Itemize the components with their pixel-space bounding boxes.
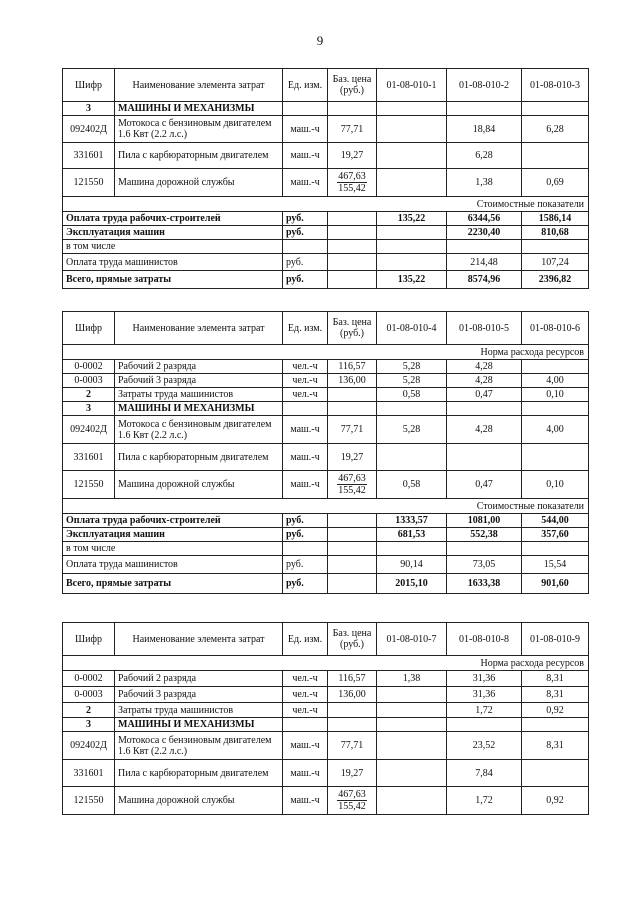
summary-name: Оплата труда машинистов [63,254,283,271]
row-value [377,444,447,471]
row-code: 0-0002 [63,671,115,687]
row-code: 331601 [63,444,115,471]
row-price [328,169,377,197]
header-unit: Ед. изм. [283,312,328,345]
row-code: 121550 [63,787,115,815]
table-row [63,143,589,169]
row-unit: чел.-ч [283,671,328,687]
row-value: 0,92 [522,787,589,815]
row-value: 31,36 [447,687,522,703]
row-unit: маш.-ч [283,760,328,787]
summary-unit: руб. [283,574,328,594]
row-value: 0,69 [522,169,589,197]
row-price: 19,27 [328,444,377,471]
row-value [522,444,589,471]
row-unit: маш.-ч [283,732,328,760]
row-value: 1,38 [447,169,522,197]
summary-row [63,556,589,574]
table-row [63,360,589,374]
row-value: 4,00 [522,374,589,388]
row-price: 19,27 [328,760,377,787]
table-row [63,732,589,760]
summary-row [63,271,589,289]
row-price: 116,57 [328,671,377,687]
row-value: 18,84 [447,116,522,143]
summary-row [63,254,589,271]
summary-row [63,514,589,528]
header-name: Наименование элемента затрат [115,623,283,656]
row-value: 5,28 [377,374,447,388]
row-unit: маш.-ч [283,787,328,815]
row-unit: маш.-ч [283,444,328,471]
row-name: Мотокоса с бензиновым двигателем 1.6 Квт (2.2 л.с.) [115,732,283,760]
row-value: 4,28 [447,374,522,388]
summary-value: 681,53 [377,528,447,542]
summary-value: 901,60 [522,574,589,594]
row-value: 8,31 [522,687,589,703]
row-name: Пила с карбюраторным двигателем [115,143,283,169]
row-value [377,787,447,815]
table-header-row [63,312,589,345]
summary-name: Всего, прямые затраты [63,271,283,289]
summary-value: 90,14 [377,556,447,574]
section-header-row [63,499,589,514]
cost-table-1 [62,68,589,289]
row-code: 092402Д [63,416,115,444]
page-number: 9 [316,33,324,48]
row-value: 0,58 [377,388,447,402]
row-code: 121550 [63,471,115,499]
row-value: 8,31 [522,671,589,687]
summary-unit: руб. [283,556,328,574]
summary-value: 73,05 [447,556,522,574]
summary-value: 2015,10 [377,574,447,594]
price-denominator: 155,42 [338,485,366,496]
price-numerator: 467,63 [338,171,366,182]
row-value: 31,36 [447,671,522,687]
summary-name: Всего, прямые затраты [63,574,283,594]
section-title: МАШИНЫ И МЕХАНИЗМЫ [115,102,283,116]
cost-indicators-label: Стоимостные показатели [63,499,589,514]
table-row [63,787,589,815]
table-row [63,169,589,197]
summary-unit: руб. [283,212,328,226]
table-row [63,718,589,732]
summary-value: 107,24 [522,254,589,271]
summary-row [63,574,589,594]
summary-value: 214,48 [447,254,522,271]
summary-value [377,254,447,271]
summary-unit: руб. [283,514,328,528]
section-title: МАШИНЫ И МЕХАНИЗМЫ [115,718,283,732]
summary-value: 544,00 [522,514,589,528]
table-row [63,402,589,416]
row-value [377,116,447,143]
summary-name: Оплата труда машинистов [63,556,283,574]
header-code: Шифр [63,312,115,345]
resource-norm-label: Норма расхода ресурсов [63,345,589,360]
row-code: 331601 [63,143,115,169]
row-unit: чел.-ч [283,687,328,703]
summary-row [63,528,589,542]
row-name: Затраты труда машинистов [115,388,283,402]
row-value: 4,28 [447,360,522,374]
price-denominator: 155,42 [338,183,366,194]
row-unit: маш.-ч [283,116,328,143]
row-value: 4,00 [522,416,589,444]
summary-unit: руб. [283,528,328,542]
summary-unit: руб. [283,254,328,271]
row-price: 116,57 [328,360,377,374]
price-denominator: 155,42 [338,801,366,812]
row-code: 331601 [63,760,115,787]
row-name: Затраты труда машинистов [115,703,283,718]
summary-name: в том числе [63,240,283,254]
section-header-row [63,197,589,212]
row-unit: маш.-ч [283,143,328,169]
summary-name: Эксплуатация машин [63,226,283,240]
row-unit: маш.-ч [283,169,328,197]
section-header-row [63,345,589,360]
row-value [377,687,447,703]
row-value [377,732,447,760]
row-name: Рабочий 3 разряда [115,374,283,388]
row-name: Рабочий 2 разряда [115,671,283,687]
row-price [328,471,377,499]
price-numerator: 467,63 [338,789,366,800]
row-code: 0-0002 [63,360,115,374]
row-name: Мотокоса с бензиновым двигателем 1.6 Квт (2.2 л.с.) [115,416,283,444]
row-value: 0,47 [447,388,522,402]
cost-table-3 [62,622,589,815]
row-value: 4,28 [447,416,522,444]
row-name: Пила с карбюраторным двигателем [115,760,283,787]
summary-row [63,226,589,240]
row-price: 19,27 [328,143,377,169]
row-value: 23,52 [447,732,522,760]
header-name: Наименование элемента затрат [115,69,283,102]
header-col-2: 01-08-010-2 [447,69,522,102]
row-code: 092402Д [63,732,115,760]
summary-value: 552,38 [447,528,522,542]
row-price: 136,00 [328,687,377,703]
row-value [522,760,589,787]
summary-row [63,542,589,556]
header-col-1: 01-08-010-7 [377,623,447,656]
row-value [522,143,589,169]
summary-value: 135,22 [377,271,447,289]
section-title: МАШИНЫ И МЕХАНИЗМЫ [115,402,283,416]
row-price: 136,00 [328,374,377,388]
table-row [63,416,589,444]
row-value: 7,84 [447,760,522,787]
header-col-3: 01-08-010-3 [522,69,589,102]
summary-value: 8574,96 [447,271,522,289]
resource-norm-label: Норма расхода ресурсов [63,656,589,671]
row-unit: чел.-ч [283,360,328,374]
summary-name: Эксплуатация машин [63,528,283,542]
row-name: Машина дорожной службы [115,787,283,815]
row-code: 2 [63,703,115,718]
row-value [377,760,447,787]
summary-name: Оплата труда рабочих-строителей [63,212,283,226]
row-value: 5,28 [377,416,447,444]
row-code: 2 [63,388,115,402]
row-value: 0,47 [447,471,522,499]
table-row [63,374,589,388]
row-price [328,388,377,402]
row-value: 0,10 [522,471,589,499]
section-code: 3 [63,102,115,116]
table-row [63,444,589,471]
header-col-1: 01-08-010-4 [377,312,447,345]
row-name: Машина дорожной службы [115,471,283,499]
header-code: Шифр [63,623,115,656]
table-row [63,388,589,402]
summary-value: 1333,57 [377,514,447,528]
row-code: 0-0003 [63,687,115,703]
row-code: 121550 [63,169,115,197]
row-value: 1,38 [377,671,447,687]
header-col-2: 01-08-010-5 [447,312,522,345]
summary-value: 1633,38 [447,574,522,594]
table-row [63,760,589,787]
row-value [377,169,447,197]
row-value: 5,28 [377,360,447,374]
row-unit: чел.-ч [283,374,328,388]
row-value [377,143,447,169]
header-name: Наименование элемента затрат [115,312,283,345]
section-code: 3 [63,402,115,416]
summary-value: 357,60 [522,528,589,542]
summary-unit: руб. [283,226,328,240]
row-name: Пила с карбюраторным двигателем [115,444,283,471]
header-code: Шифр [63,69,115,102]
row-value [377,703,447,718]
row-value [522,360,589,374]
summary-value: 1586,14 [522,212,589,226]
cost-indicators-label: Стоимостные показатели [63,197,589,212]
header-base-price: Баз. цена (руб.) [328,312,377,345]
header-col-3: 01-08-010-6 [522,312,589,345]
table-header-row [63,69,589,102]
section-header-row [63,656,589,671]
header-base-price: Баз. цена (руб.) [328,69,377,102]
table-row [63,116,589,143]
row-name: Рабочий 2 разряда [115,360,283,374]
cost-table-2 [62,311,589,594]
row-unit: чел.-ч [283,388,328,402]
table-row [63,471,589,499]
row-unit: маш.-ч [283,416,328,444]
row-unit: чел.-ч [283,703,328,718]
row-name: Мотокоса с бензиновым двигателем 1.6 Квт (2.2 л.с.) [115,116,283,143]
row-value: 0,92 [522,703,589,718]
header-unit: Ед. изм. [283,69,328,102]
row-price: 77,71 [328,732,377,760]
table-row [63,102,589,116]
section-code: 3 [63,718,115,732]
header-col-2: 01-08-010-8 [447,623,522,656]
summary-name: Оплата труда рабочих-строителей [63,514,283,528]
header-col-3: 01-08-010-9 [522,623,589,656]
row-price: 77,71 [328,116,377,143]
row-value: 0,58 [377,471,447,499]
row-code: 0-0003 [63,374,115,388]
summary-value [377,226,447,240]
table-row [63,671,589,687]
row-price [328,703,377,718]
summary-value: 2230,40 [447,226,522,240]
header-unit: Ед. изм. [283,623,328,656]
summary-value: 15,54 [522,556,589,574]
summary-value: 135,22 [377,212,447,226]
row-value [447,444,522,471]
row-value: 6,28 [522,116,589,143]
table-row [63,687,589,703]
summary-name: в том числе [63,542,283,556]
row-price: 77,71 [328,416,377,444]
table-row [63,703,589,718]
row-value: 1,72 [447,703,522,718]
row-unit: маш.-ч [283,471,328,499]
summary-value: 1081,00 [447,514,522,528]
row-name: Машина дорожной службы [115,169,283,197]
summary-unit: руб. [283,271,328,289]
row-name: Рабочий 3 разряда [115,687,283,703]
row-value: 8,31 [522,732,589,760]
row-value: 0,10 [522,388,589,402]
row-value: 1,72 [447,787,522,815]
header-base-price: Баз. цена (руб.) [328,623,377,656]
summary-row [63,240,589,254]
row-value: 6,28 [447,143,522,169]
summary-value: 2396,82 [522,271,589,289]
row-code: 092402Д [63,116,115,143]
summary-value: 810,68 [522,226,589,240]
price-numerator: 467,63 [338,473,366,484]
row-price [328,787,377,815]
table-header-row [63,623,589,656]
header-col-1: 01-08-010-1 [377,69,447,102]
summary-value: 6344,56 [447,212,522,226]
summary-row [63,212,589,226]
